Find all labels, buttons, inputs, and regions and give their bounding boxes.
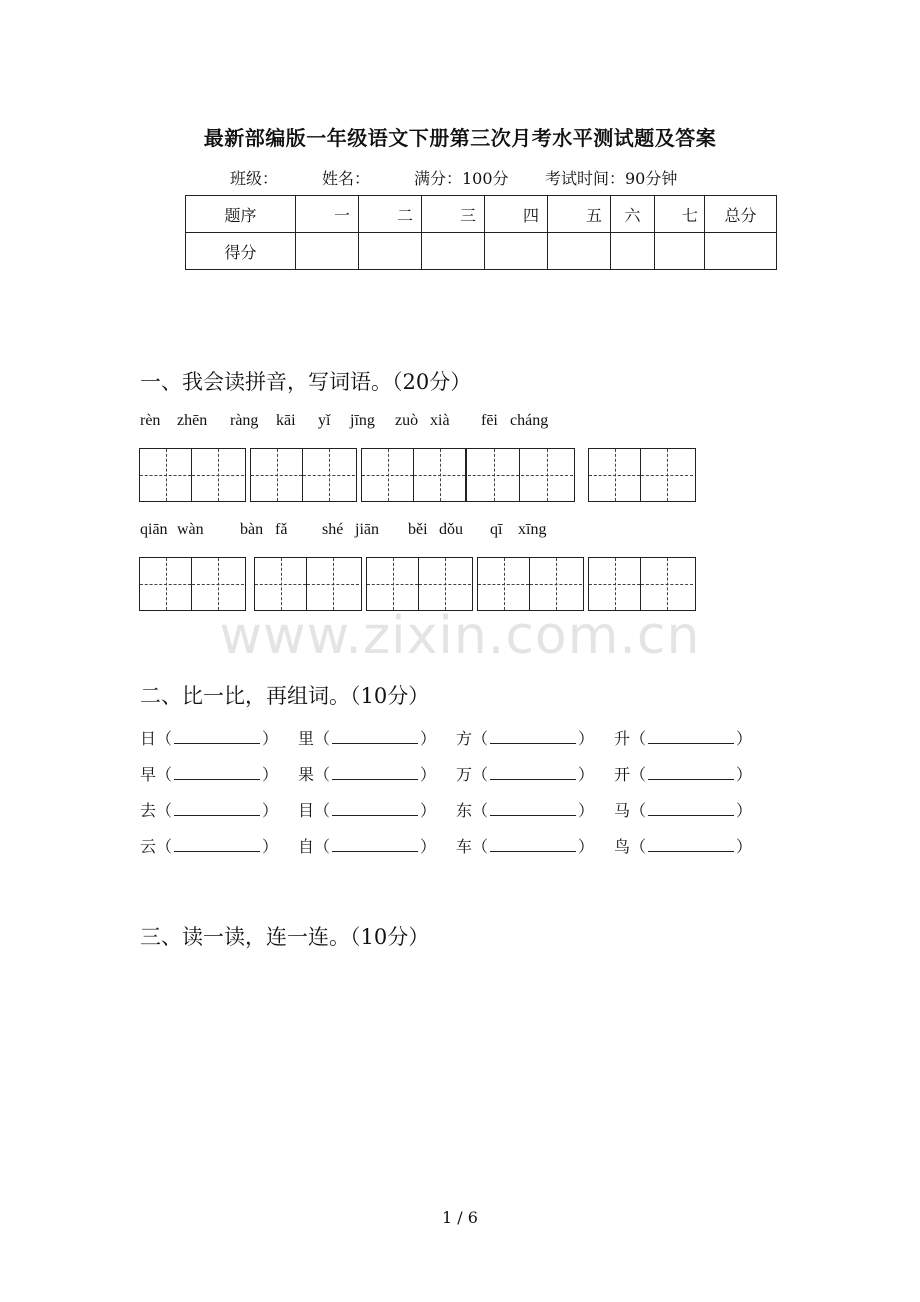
writing-cell[interactable] — [192, 558, 244, 610]
score-table — [185, 195, 777, 270]
pinyin-syllable: fǎ — [275, 521, 288, 538]
writing-cell[interactable] — [367, 558, 419, 610]
writing-grid-rangkai[interactable] — [250, 448, 357, 502]
score-header-cell: 六 — [611, 196, 655, 233]
word-char: 马 — [614, 801, 631, 820]
pinyin-syllable: jiān — [355, 521, 379, 538]
exam-time: 考试时间：90分钟 — [545, 169, 678, 188]
pinyin-row-1 — [0, 412, 920, 434]
paren: ） — [262, 729, 279, 748]
paren: ） — [736, 801, 753, 820]
pinyin-syllable: wàn — [177, 521, 204, 538]
score-header-cell: 总分 — [705, 196, 777, 233]
score-header-cell: 一 — [296, 196, 359, 233]
word-item — [456, 762, 594, 785]
paren: （ — [472, 729, 489, 748]
paren: ） — [578, 729, 595, 748]
writing-cell[interactable] — [255, 558, 307, 610]
answer-blank[interactable] — [648, 765, 734, 780]
paren: （ — [314, 765, 331, 784]
paren: ） — [420, 729, 437, 748]
word-item — [614, 798, 752, 821]
paren: （ — [630, 837, 647, 856]
score-cell[interactable] — [485, 233, 548, 270]
paren: （ — [156, 801, 173, 820]
name-label: 姓名： — [322, 169, 371, 188]
writing-grid-feichang[interactable] — [588, 448, 696, 502]
class-label: 班级： — [230, 169, 279, 188]
word-item — [298, 762, 436, 785]
writing-cell[interactable] — [641, 558, 693, 610]
writing-cell[interactable] — [589, 558, 641, 610]
paren: （ — [314, 801, 331, 820]
writing-cell[interactable] — [251, 449, 303, 501]
word-char: 里 — [298, 729, 315, 748]
paren: ） — [578, 837, 595, 856]
paren: （ — [314, 729, 331, 748]
word-char: 日 — [140, 729, 157, 748]
writing-cell[interactable] — [192, 449, 244, 501]
pinyin-syllable: dǒu — [439, 521, 463, 538]
paren: （ — [472, 837, 489, 856]
word-item — [298, 834, 436, 857]
answer-blank[interactable] — [174, 837, 260, 852]
answer-blank[interactable] — [174, 765, 260, 780]
answer-blank[interactable] — [174, 729, 260, 744]
pinyin-syllable: yǐ — [318, 412, 331, 429]
answer-blank[interactable] — [648, 837, 734, 852]
writing-cell[interactable] — [303, 449, 355, 501]
writing-cell[interactable] — [521, 449, 573, 501]
word-char: 万 — [456, 765, 473, 784]
word-item — [140, 834, 278, 857]
writing-grid-yijing-zuoxia[interactable] — [361, 448, 575, 502]
word-item — [298, 726, 436, 749]
word-char: 开 — [614, 765, 631, 784]
page-title: 最新部编版一年级语文下册第三次月考水平测试题及答案 — [203, 126, 717, 150]
pinyin-syllable: qiān — [140, 521, 168, 538]
answer-blank[interactable] — [174, 801, 260, 816]
writing-cell[interactable] — [530, 558, 582, 610]
paren: ） — [420, 801, 437, 820]
word-item — [140, 726, 278, 749]
pinyin-syllable: zuò — [395, 412, 419, 429]
score-header-cell: 三 — [422, 196, 485, 233]
answer-blank[interactable] — [332, 729, 418, 744]
paren: ） — [420, 837, 437, 856]
writing-grid-qixing[interactable] — [588, 557, 696, 611]
pinyin-syllable: běi — [408, 521, 428, 538]
word-item — [456, 798, 594, 821]
watermark: www.zixin.com.cn — [219, 606, 701, 666]
score-table-score-row — [186, 233, 777, 270]
pinyin-syllable: fēi — [481, 412, 498, 429]
pinyin-syllable: qī — [490, 521, 503, 538]
paren: （ — [314, 837, 331, 856]
word-item — [140, 798, 278, 821]
word-char: 目 — [298, 801, 315, 820]
answer-blank[interactable] — [332, 837, 418, 852]
word-item — [298, 798, 436, 821]
score-header-cell: 七 — [655, 196, 705, 233]
pinyin-syllable: jīng — [350, 412, 375, 429]
pinyin-syllable: kāi — [276, 412, 296, 429]
score-table-header-row — [186, 196, 777, 233]
paren: （ — [472, 765, 489, 784]
word-char: 升 — [614, 729, 631, 748]
pinyin-syllable: shé — [322, 521, 344, 538]
paren: ） — [262, 837, 279, 856]
score-cell[interactable] — [548, 233, 611, 270]
paren: （ — [472, 801, 489, 820]
word-char: 去 — [140, 801, 157, 820]
word-item — [614, 834, 752, 857]
answer-blank[interactable] — [648, 801, 734, 816]
score-cell[interactable] — [422, 233, 485, 270]
score-row-label: 得分 — [186, 233, 296, 270]
writing-cell[interactable] — [140, 558, 192, 610]
paren: （ — [156, 765, 173, 784]
answer-blank[interactable] — [490, 765, 576, 780]
writing-grid-renzhen[interactable] — [139, 448, 246, 502]
page-number: 1 / 6 — [442, 1208, 478, 1227]
section2-title: 二、比一比，再组词。（10分） — [140, 684, 430, 708]
pinyin-row-2 — [0, 521, 920, 543]
grid-divider — [466, 449, 467, 501]
paren: ） — [262, 765, 279, 784]
full-score: 满分：100分 — [414, 169, 509, 188]
score-header-cell: 五 — [548, 196, 611, 233]
word-item — [456, 834, 594, 857]
pinyin-syllable: ràng — [230, 412, 259, 429]
word-char: 早 — [140, 765, 157, 784]
answer-blank[interactable] — [490, 801, 576, 816]
answer-blank[interactable] — [332, 801, 418, 816]
paren: ） — [578, 801, 595, 820]
score-cell[interactable] — [359, 233, 422, 270]
answer-blank[interactable] — [490, 729, 576, 744]
writing-grid-beidou[interactable] — [477, 557, 584, 611]
word-char: 东 — [456, 801, 473, 820]
section1-title: 一、我会读拼音，写词语。（20分） — [140, 370, 472, 394]
score-header-cell: 题序 — [186, 196, 296, 233]
pinyin-syllable: xīng — [518, 521, 547, 538]
writing-grid-shejian[interactable] — [366, 557, 473, 611]
paren: （ — [630, 801, 647, 820]
pinyin-syllable: xià — [430, 412, 450, 429]
word-char: 方 — [456, 729, 473, 748]
word-item — [614, 726, 752, 749]
word-item — [456, 726, 594, 749]
paren: ） — [736, 729, 753, 748]
pinyin-syllable: bàn — [240, 521, 264, 538]
paren: ） — [578, 765, 595, 784]
pinyin-syllable: zhēn — [177, 412, 208, 429]
paren: ） — [736, 837, 753, 856]
paren: （ — [630, 765, 647, 784]
score-cell[interactable] — [611, 233, 655, 270]
paren: （ — [156, 837, 173, 856]
writing-cell[interactable] — [307, 558, 359, 610]
writing-grid-banfa[interactable] — [254, 557, 362, 611]
writing-cell[interactable] — [362, 449, 414, 501]
answer-blank[interactable] — [490, 837, 576, 852]
word-char: 果 — [298, 765, 315, 784]
score-header-cell: 四 — [485, 196, 548, 233]
paren: （ — [630, 729, 647, 748]
writing-cell[interactable] — [419, 558, 471, 610]
writing-cell[interactable] — [140, 449, 192, 501]
answer-blank[interactable] — [332, 765, 418, 780]
paren: ） — [262, 801, 279, 820]
writing-cell[interactable] — [589, 449, 641, 501]
word-item — [140, 762, 278, 785]
word-item — [614, 762, 752, 785]
answer-blank[interactable] — [648, 729, 734, 744]
writing-cell[interactable] — [468, 449, 520, 501]
score-cell[interactable] — [296, 233, 359, 270]
pinyin-syllable: cháng — [510, 412, 549, 429]
score-cell[interactable] — [705, 233, 777, 270]
word-char: 鸟 — [614, 837, 631, 856]
paren: ） — [736, 765, 753, 784]
pinyin-syllable: rèn — [140, 412, 161, 429]
writing-grid-qianwan[interactable] — [139, 557, 246, 611]
score-header-cell: 二 — [359, 196, 422, 233]
writing-cell[interactable] — [414, 449, 466, 501]
paren: （ — [156, 729, 173, 748]
section3-title: 三、读一读，连一连。（10分） — [140, 925, 430, 949]
writing-cell[interactable] — [478, 558, 530, 610]
word-char: 自 — [298, 837, 315, 856]
word-char: 云 — [140, 837, 157, 856]
word-char: 车 — [456, 837, 473, 856]
score-cell[interactable] — [655, 233, 705, 270]
paren: ） — [420, 765, 437, 784]
writing-cell[interactable] — [641, 449, 693, 501]
